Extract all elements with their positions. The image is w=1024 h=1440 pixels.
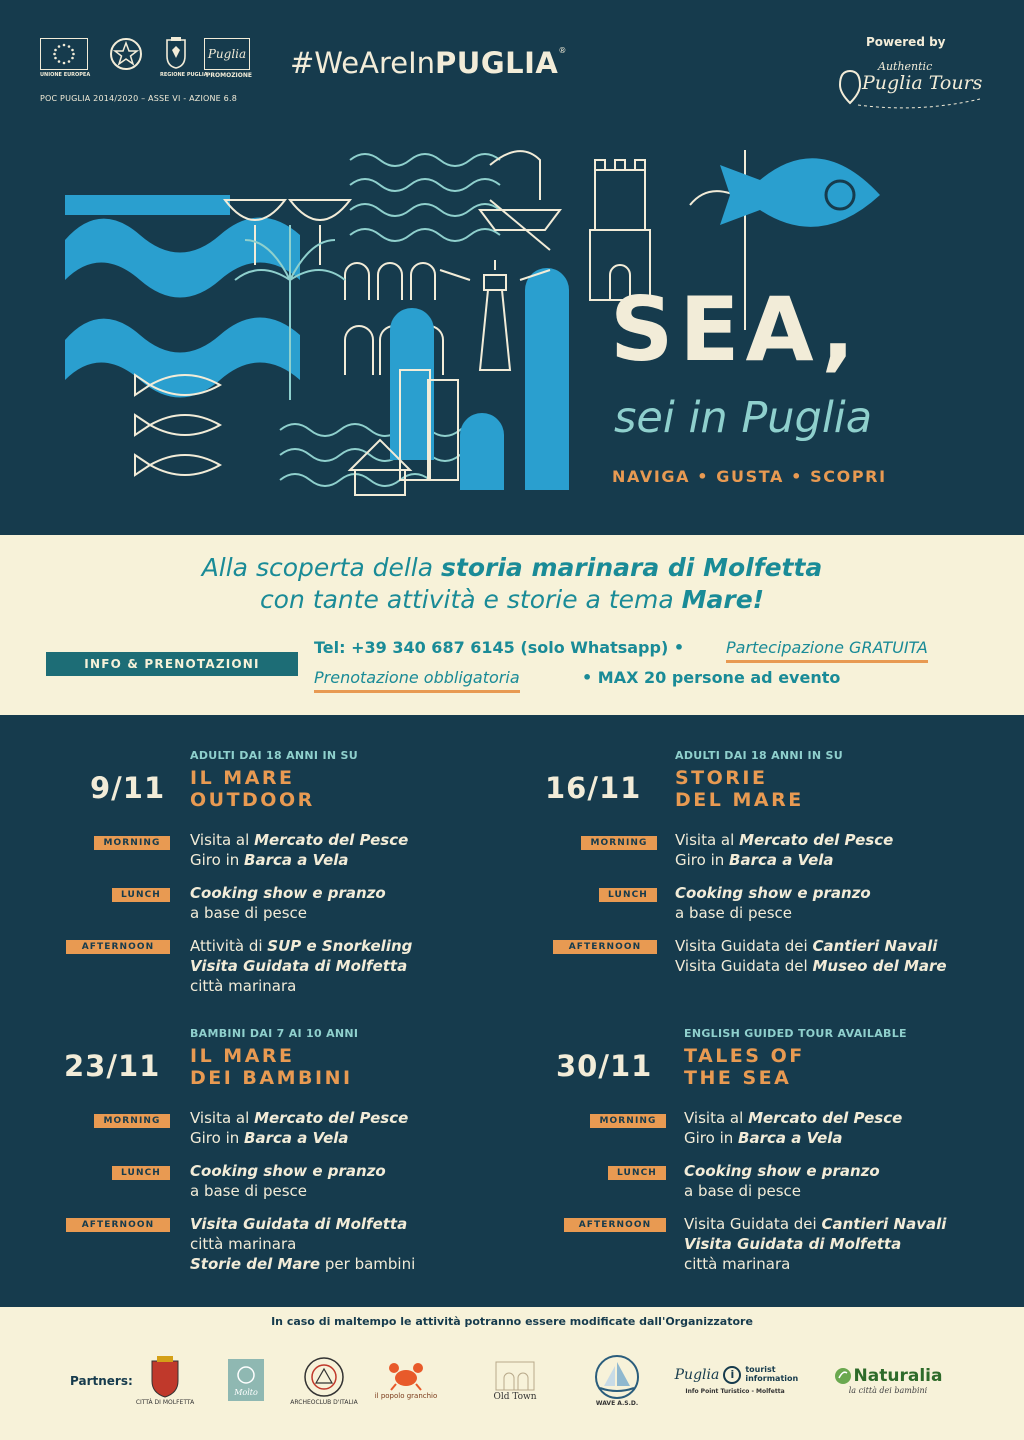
repubblica-emblem-icon [108, 36, 144, 72]
molto-icon [224, 1355, 268, 1405]
activity-line: città marinara [190, 977, 297, 995]
hero-subtitle: sei in Puglia [614, 393, 873, 443]
tourist-information-label: tourist information [745, 1364, 799, 1383]
slot-badge: MORNING [581, 836, 657, 850]
partner-label: Old Town [493, 1392, 537, 1402]
partner-logo-old-town[interactable] [480, 1350, 550, 1410]
partner-label: WAVE A.S.D. [595, 1399, 639, 1407]
eu-caption: UNIONE EUROPEA [40, 72, 91, 78]
hashtag-prefix: #WeAreIn [290, 46, 436, 80]
archeoclub-icon [302, 1355, 346, 1399]
activity-line: Storie del Mare per bambini [190, 1255, 416, 1273]
partner-logo-molto[interactable] [222, 1350, 270, 1410]
activity-line: Cooking show e pranzo [684, 1162, 880, 1180]
activity-line: Visita Guidata dei Cantieri Navali [684, 1215, 947, 1233]
eu-stars-icon [44, 41, 84, 67]
weather-note: In caso di maltempo le attività potranno essere modificate dall'Organizzatore [271, 1315, 753, 1328]
event-card [0, 715, 500, 995]
activity-line: Visita al Mercato del Pesce [684, 1109, 903, 1127]
activity-line: Visita al Mercato del Pesce [190, 831, 409, 849]
partner-label: Info Point Turistico - Molfetta [685, 1387, 785, 1395]
event-date: 23/11 [64, 1049, 161, 1083]
hashtag-title [290, 46, 566, 80]
infopoint-row [674, 1364, 799, 1384]
rowing-boat-icon [480, 151, 560, 250]
partner-logo-wave[interactable] [590, 1350, 644, 1410]
activity-line: Cooking show e pranzo [190, 884, 386, 902]
leaf-circle-icon [834, 1367, 852, 1385]
activity-line: Visita al Mercato del Pesce [675, 831, 894, 849]
partners-label: Partners: [70, 1374, 133, 1388]
slot-badge: MORNING [94, 1114, 170, 1128]
partner-logo-infopoint[interactable] [670, 1350, 800, 1410]
event-audience: ADULTI DAI 18 ANNI IN SU [675, 749, 843, 762]
activity-line: Attività di SUP e Snorkeling [190, 937, 413, 955]
puglia-script-icon: Puglia [674, 1366, 720, 1383]
activity-line: Visita Guidata di Molfetta [190, 957, 408, 975]
slot-badge: LUNCH [112, 1166, 170, 1180]
activity-line: Visita al Mercato del Pesce [190, 1109, 409, 1127]
activity-line: Giro in Barca a Vela [675, 851, 834, 869]
event-audience: BAMBINI DAI 7 AI 10 ANNI [190, 1027, 359, 1040]
activity-line: città marinara [190, 1235, 297, 1253]
partner-logo-molfetta[interactable] [135, 1350, 195, 1410]
slot-badge: AFTERNOON [66, 940, 170, 954]
activity-line: a base di pesce [675, 904, 792, 922]
apt-authentic: Authentic [878, 60, 933, 73]
event-title: DEI BAMBINI [190, 1067, 353, 1089]
activity-line: Giro in Barca a Vela [684, 1129, 843, 1147]
partner-logo-naturalia[interactable] [822, 1350, 954, 1410]
activity-line: Cooking show e pranzo [190, 1162, 386, 1180]
crab-icon [388, 1360, 424, 1392]
activity-line: Cooking show e pranzo [675, 884, 871, 902]
event-title: IL MARE [190, 767, 295, 789]
intro-highlight: Mare! [681, 585, 765, 614]
event-title: STORIE [675, 767, 768, 789]
event-title: TALES OF [684, 1045, 805, 1067]
svg-text:Molto: Molto [234, 1388, 258, 1397]
activity-line: a base di pesce [684, 1182, 801, 1200]
slot-badge: MORNING [590, 1114, 666, 1128]
event-audience: ENGLISH GUIDED TOUR AVAILABLE [684, 1027, 907, 1040]
event-date: 30/11 [556, 1049, 653, 1083]
free-participation: Partecipazione GRATUITA [726, 638, 928, 663]
event-card [0, 993, 500, 1273]
partner-label: Naturalia [853, 1365, 943, 1386]
powered-by-label: Powered by [866, 35, 946, 49]
info-icon: i [723, 1366, 741, 1384]
slot-badge: AFTERNOON [66, 1218, 170, 1232]
slot-badge: LUNCH [112, 888, 170, 902]
activity-line: città marinara [684, 1255, 791, 1273]
event-date: 16/11 [545, 771, 642, 805]
puglia-script-icon: Puglia [207, 47, 247, 61]
activity-line: Giro in Barca a Vela [190, 1129, 349, 1147]
old-town-building-icon [490, 1358, 540, 1392]
regione-puglia-emblem-icon [164, 36, 188, 70]
event-title: IL MARE [190, 1045, 295, 1067]
max-participants: • MAX 20 persone ad evento [582, 668, 841, 687]
puglia-promozione-logo [204, 38, 250, 70]
wave-sail-icon [594, 1354, 640, 1400]
intro-text: con tante attività e storie a tema [259, 585, 682, 614]
partner-label: CITTÀ DI MOLFETTA [135, 1398, 195, 1406]
slot-badge: AFTERNOON [553, 940, 657, 954]
activity-line: Visita Guidata del Museo del Mare [675, 957, 947, 975]
activity-line: Visita Guidata di Molfetta [190, 1215, 408, 1233]
wave-shape [65, 218, 300, 298]
slot-badge: MORNING [94, 836, 170, 850]
partner-logo-archeoclub[interactable] [290, 1350, 358, 1410]
registered-mark: ® [558, 46, 567, 55]
poc-line: POC PUGLIA 2014/2020 – ASSE VI - AZIONE 6.8 [40, 94, 238, 103]
regione-caption: REGIONE PUGLIA [160, 72, 208, 78]
hero-tagline: NAVIGA • GUSTA • SCOPRI [612, 467, 887, 486]
activity-line: Visita Guidata di Molfetta [684, 1235, 902, 1253]
event-card [494, 993, 994, 1273]
slot-badge: LUNCH [599, 888, 657, 902]
slot-badge: LUNCH [608, 1166, 666, 1180]
partner-logo-popolo-granchio[interactable] [374, 1350, 438, 1410]
hashtag-bold: PUGLIA [435, 46, 559, 80]
apt-puglia-tours: Puglia Tours [862, 72, 983, 94]
wave-bar [65, 195, 230, 215]
eu-logo [40, 38, 88, 70]
naturalia-row [834, 1366, 943, 1386]
intro-line-1 [0, 553, 1024, 582]
event-date: 9/11 [90, 771, 166, 805]
wave-shape [65, 318, 300, 398]
contact-phone[interactable]: Tel: +39 340 687 6145 (solo Whatsapp) • [314, 638, 685, 657]
molfetta-crest-icon [148, 1355, 182, 1399]
activity-line: a base di pesce [190, 904, 307, 922]
booking-required: Prenotazione obbligatoria [314, 668, 520, 693]
event-title: OUTDOOR [190, 789, 315, 811]
activity-line: Visita Guidata dei Cantieri Navali [675, 937, 938, 955]
intro-highlight: storia marinara di Molfetta [441, 553, 823, 582]
activity-line: a base di pesce [190, 1182, 307, 1200]
promozione-caption: PROMOZIONE [206, 72, 252, 79]
intro-text: Alla scoperta della [201, 553, 442, 582]
intro-line-2 [0, 585, 1024, 614]
naturalia-subtitle: la città dei bambini [848, 1385, 928, 1395]
event-title: THE SEA [684, 1067, 792, 1089]
event-title: DEL MARE [675, 789, 804, 811]
activity-line: Giro in Barca a Vela [190, 851, 349, 869]
event-card [485, 715, 985, 995]
slot-badge: AFTERNOON [564, 1218, 666, 1232]
event-audience: ADULTI DAI 18 ANNI IN SU [190, 749, 358, 762]
blue-arches [390, 268, 569, 490]
partner-label: il popolo granchio [374, 1392, 438, 1400]
partner-label: ARCHEOCLUB D'ITALIA [290, 1398, 358, 1406]
info-badge: INFO & PRENOTAZIONI [46, 652, 298, 676]
hero-title: SEA, [610, 278, 861, 381]
